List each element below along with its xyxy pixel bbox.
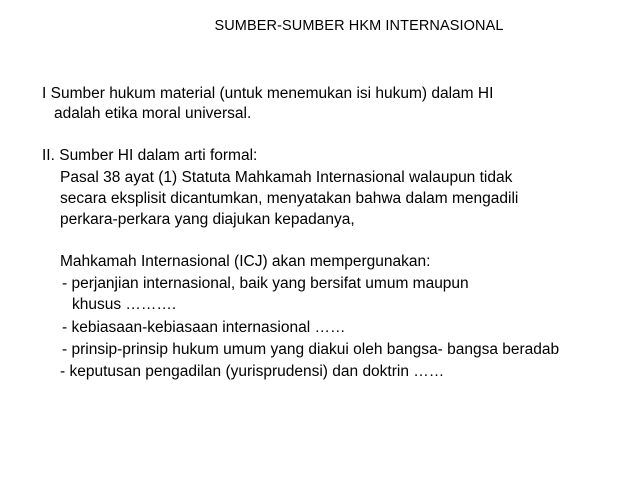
- list-item-treaties-cont: khusus ……….: [72, 296, 177, 313]
- list-item-general-principles: - prinsip-prinsip hukum umum yang diakui oleh bangsa- bangsa beradab: [62, 341, 560, 358]
- text-line-icj-intro: Mahkamah Internasional (ICJ) akan mempergunakan:: [60, 253, 431, 270]
- text-line-material-source: I Sumber hukum material (untuk menemukan isi hukum) dalam HI: [42, 85, 494, 102]
- text-line-article-38-cont1: secara eksplisit dicantumkan, menyatakan bahwa dalam mengadili: [60, 190, 519, 207]
- text-line-article-38-cont2: perkara-perkara yang diajukan kepadanya,: [60, 211, 355, 228]
- list-item-judicial-decisions: - keputusan pengadilan (yurisprudensi) dan doktrin ……: [60, 363, 445, 380]
- text-line-article-38: Pasal 38 ayat (1) Statuta Mahkamah Internasional walaupun tidak: [60, 169, 513, 186]
- slide-title: SUMBER-SUMBER HKM INTERNASIONAL: [214, 18, 504, 34]
- list-item-treaties: - perjanjian internasional, baik yang bersifat umum maupun: [62, 275, 469, 292]
- text-line-material-source-cont: adalah etika moral universal.: [54, 105, 252, 122]
- list-item-customs: - kebiasaan-kebiasaan internasional ……: [62, 319, 346, 336]
- text-line-formal-source-heading: II. Sumber HI dalam arti formal:: [42, 147, 258, 164]
